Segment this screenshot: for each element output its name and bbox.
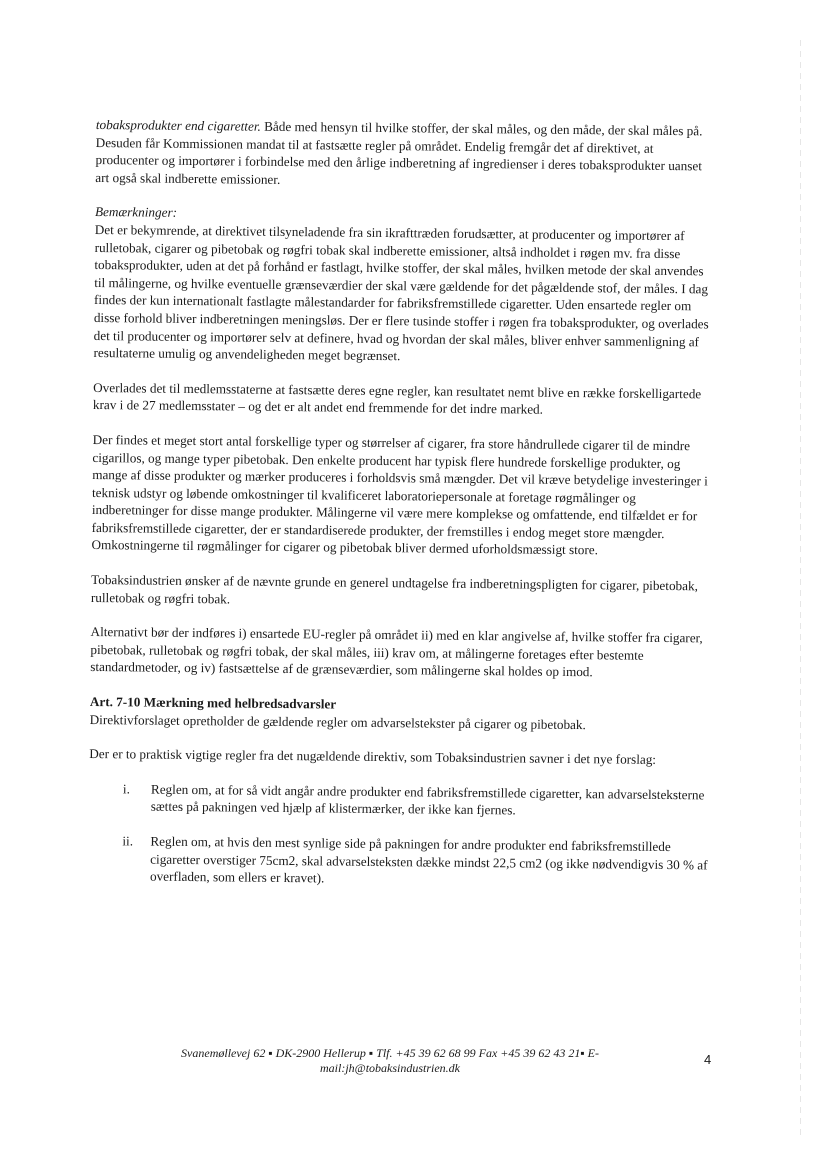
remarks-paragraph: Det er bekymrende, at direktivet tilsyneladende fra sin ikrafttræden forudsætter, at producenter og importører af rulletobak, cigarer og pibetobak og røgfri tobak skal indberette emissioner, altså indholdet i røgen mv. fra disse tobaksprodukter, uden at det på forhånd er fastlagt, hvilke stoffer, der skal måles, hvilken metode der skal anvendes til målingerne, og hvilke eventuelle grænseværdier der skal være gældende for det pågældende stof, der måles. I dag findes der kun internationalt fastlagte målestandarder for fabriksfremstillede cigaretter. Uden ensartede regler om disse forhold bliver indberetningen meningsløs. Der er flere tusinde stoffer i røgen fra tobaksprodukter, og overlades det til producenter og importører selv at definere, hvad og hvordan der skal måles, bliver enhver sammenligning af resultaterne umulig og anvendeligheden meget begrænset.	[93, 221, 709, 364]
list-item-number: i.	[122, 781, 131, 797]
rules-list	[88, 780, 711, 891]
remarks-heading: Bemærkninger:	[94, 204, 178, 221]
member-states-paragraph: Overlades det til medlemsstaterne at fastsætte deres egne regler, kan resultatet nemt blive en række forskelligartede krav i de 27 medlemsstater – og det er alt andet end fremmende for det indre marked.	[92, 379, 702, 418]
intro-paragraph	[95, 116, 718, 193]
page-number: 4	[704, 1052, 712, 1067]
alternative-paragraph: Alternativt bør der indføres i) ensartede EU-regler på området ii) med en klar angivelse af, hvilke stoffer fra cigarer, pibetobak, rulletobak og røgfri tobak, der skal måles, iii) krav om, at målingerne foretages efter bestemte standardmetoder, og iv) fastsættelse af de grænseværdier, som målingerne skal holdes op imod.	[90, 624, 703, 680]
list-intro-paragraph: Der er to praktisk vigtige regler fra det nugældende direktiv, som Tobaksindustrien savner i det nye forslag:	[89, 746, 657, 768]
article-paragraph: Direktivforslaget opretholder de gældende regler om advarselstekster på cigarer og pibetobak.	[89, 711, 586, 732]
article-heading: Art. 7-10 Mærkning med helbredsadvarsler	[89, 693, 337, 712]
intro-lead: tobaksprodukter end cigaretter.	[95, 116, 261, 134]
document-body	[88, 116, 718, 908]
cigar-types-paragraph: Der findes et meget stort antal forskellige typer og størrelser af cigarer, fra store håndrullede cigarer til de mindre cigarillos, og mange typer pibetobak. Den enkelte producent har typisk flere hundrede forskellige produkter, og mange af disse produkter og mærker produceres i forholdsvis små mængder. Det vil kræve betydelige investeringer i teknisk udstyr og løbende omkostninger til kvalificeret laboratoriepersonale at foretage røgmålinger og indberetninger for disse mange produkter. Målingerne vil være mere komplekse og omfattende, end tilfældet er for fabriksfremstillede cigaretter, der er standardiserede produkter, der fremstilles i endog meget store mængder. Omkostningerne til røgmålinger for cigarer og pibetobak bliver dermed uforholdsmæssigt store.	[91, 431, 708, 558]
list-item-text: Reglen om, at for så vidt angår andre produkter end fabriksfremstillede cigaretter, kan advarselsteksterne sættes på pakningen ved hjælp af klistermærker, der ikke kan fjernes.	[150, 781, 705, 818]
list-item	[89, 780, 711, 822]
intro-rest: Både med hensyn til hvilke stoffer, der skal måles, og den måde, der skal måles på. Desuden får Kommissionen mandat til at fastsætte regler på området. Endelig fremgår det af direktivet, at producenter og importører i forbindelse med den årlige indberetning af ingredienser i deres tobaksprodukter uanset art også skal indberette emissioner.	[95, 118, 703, 187]
list-item	[88, 832, 711, 891]
list-item-number: ii.	[122, 833, 134, 849]
scan-edge-line	[800, 40, 801, 1140]
footer-address: Svanemøllevej 62 ▪ DK-2900 Hellerup ▪ Tlf. +45 39 62 68 99 Fax +45 39 62 43 21▪ E-mail:jh@tobaksindustrien.dk	[181, 1046, 599, 1075]
list-item-text: Reglen om, at hvis den mest synlige side på pakningen for andre produkter end fabriksfremstillede cigaretter overstiger 75cm2, skal advarselsteksten dække mindst 22,5 cm2 (og ikke nødvendigvis 30 % af overfladen, som ellers er kravet).	[149, 833, 708, 886]
exemption-paragraph: Tobaksindustrien ønsker af de nævnte grunde en generel undtagelse fra indberetningspligten for cigarer, pibetobak, rulletobak og røgfri tobak.	[90, 572, 699, 607]
